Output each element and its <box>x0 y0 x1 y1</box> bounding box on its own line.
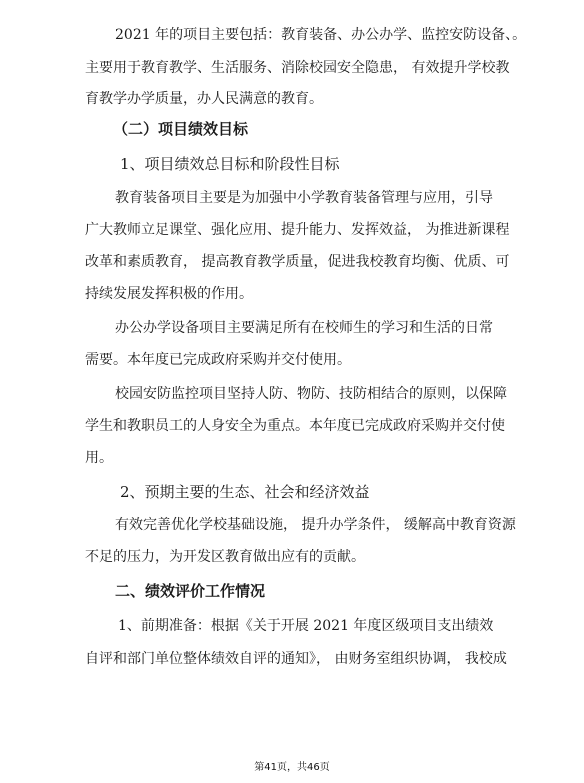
subsection-heading: 1、项目绩效总目标和阶段性目标 <box>120 155 340 173</box>
page-number-footer: 第41页，共46页 <box>254 762 330 773</box>
paragraph-line: 育教学办学质量，办人民满意的教育。 <box>85 91 323 107</box>
paragraph-line: 校园安防监控项目坚持人防、物防、技防相结合的原则，以保障 <box>115 386 507 402</box>
paragraph-line: 2021 年的项目主要包括：教育装备、办公办学、监控安防设备、。 <box>115 27 527 43</box>
paragraph-line: 主要用于教育教学、生活服务、消除校园安全隐患， 有效提升学校教 <box>85 60 510 76</box>
paragraph-line: 持续发展发挥积极的作用。 <box>85 286 253 302</box>
paragraph-line: 用。 <box>85 450 113 466</box>
paragraph-line: 1、前期准备：根据《关于开展 2021 年度区级项目支出绩效 <box>118 618 494 634</box>
section-heading: 二、绩效评价工作情况 <box>115 582 266 600</box>
paragraph-line: 办公办学设备项目主要满足所有在校师生的学习和生活的日常 <box>115 320 493 336</box>
subsection-heading: 2、预期主要的生态、社会和经济效益 <box>120 483 370 501</box>
paragraph-line: 不足的压力，为开发区教育做出应有的贡献。 <box>85 549 365 565</box>
paragraph-line: 学生和教职员工的人身安全为重点。本年度已完成政府采购并交付使 <box>85 418 505 434</box>
paragraph-line: 广大教师立足课堂、强化应用、提升能力、发挥效益， 为推进新课程 <box>85 222 510 238</box>
paragraph-line: 改革和素质教育， 提高教育教学质量，促进我校教育均衡、优质、可 <box>85 254 510 270</box>
paragraph-line: 自评和部门单位整体绩效自评的通知》， 由财务室组织协调， 我校成 <box>85 651 507 667</box>
section-heading: （二）项目绩效目标 <box>113 120 249 138</box>
paragraph-line: 教育装备项目主要是为加强中小学教育装备管理与应用，引导 <box>115 190 493 206</box>
paragraph-line: 需要。本年度已完成政府采购并交付使用。 <box>85 352 351 368</box>
paragraph-line: 有效完善优化学校基础设施， 提升办学条件， 缓解高中教育资源 <box>115 517 516 533</box>
